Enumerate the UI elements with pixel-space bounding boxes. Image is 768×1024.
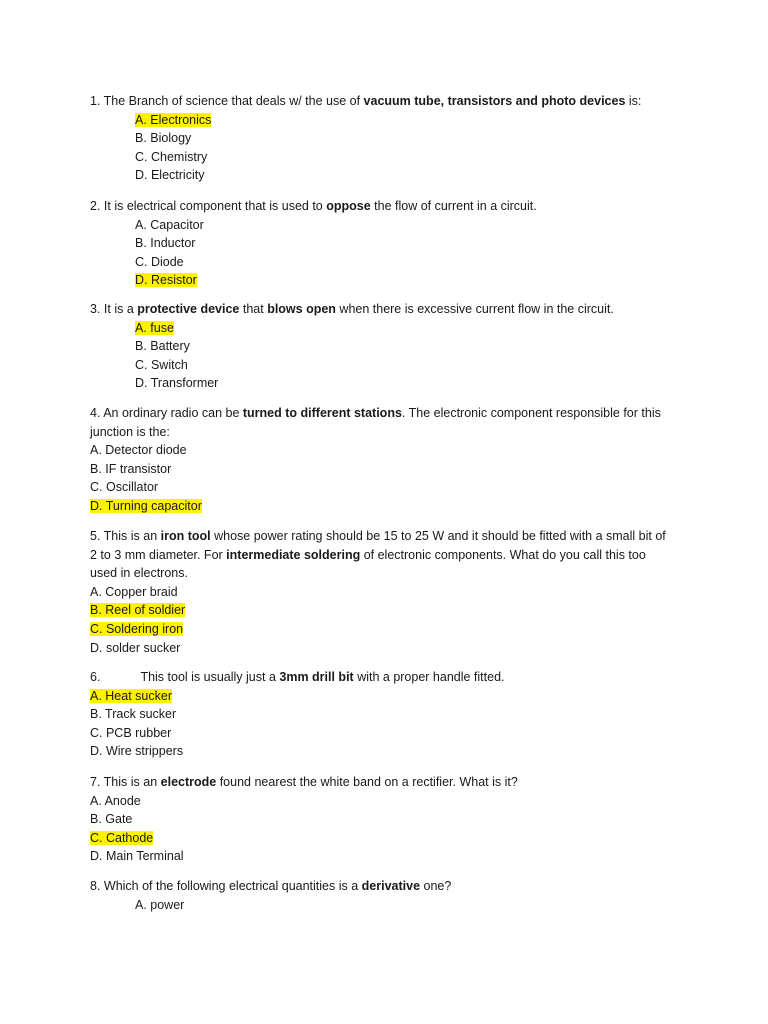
highlighted-answer: D. Turning capacitor — [90, 498, 202, 513]
highlighted-answer: A. Electronics — [135, 112, 212, 127]
question-bold-text: iron tool — [160, 529, 211, 543]
question-text: . The electronic component responsible for this — [401, 406, 661, 420]
question-text: the flow of current in a circuit. — [370, 199, 537, 213]
answer-option — [90, 724, 690, 743]
option-text: C. PCB rubber — [90, 725, 172, 740]
question-8-text — [90, 877, 690, 896]
question-bold-text: turned to different stations — [242, 406, 402, 420]
answer-option — [90, 129, 690, 148]
answer-option — [90, 829, 690, 848]
question-bold-text: derivative — [361, 879, 421, 893]
question-bold-text: blows open — [267, 302, 336, 316]
answer-option — [90, 166, 690, 185]
question-text: 8. Which of the following electrical quantities is a — [90, 879, 362, 893]
question-4 — [90, 404, 690, 516]
question-bold-text: protective device — [137, 302, 240, 316]
question-6-text — [90, 668, 690, 687]
answer-option — [90, 896, 690, 915]
question-6 — [90, 668, 690, 761]
highlighted-answer: C. Cathode — [90, 830, 154, 845]
question-3-text — [90, 300, 690, 319]
option-text: C. Chemistry — [135, 149, 208, 164]
answer-option — [90, 478, 690, 497]
option-text: D. solder sucker — [90, 640, 181, 655]
question-bold-text: vacuum tube, transistors and photo devices — [363, 94, 626, 108]
answer-option — [90, 687, 690, 706]
question-5-text-cont — [90, 546, 690, 565]
option-text: D. Wire strippers — [90, 744, 184, 759]
question-7 — [90, 773, 690, 866]
question-bold-text: 3mm drill bit — [279, 670, 354, 684]
question-text: whose power rating should be 15 to 25 W and it should be fitted with a small bit of — [210, 529, 666, 543]
option-text: D. Transformer — [135, 376, 219, 391]
option-text: B. Battery — [135, 339, 190, 354]
highlighted-answer: A. Heat sucker — [90, 688, 172, 703]
question-4-text-cont: junction is the: — [90, 424, 170, 439]
option-text: D. Electricity — [135, 168, 205, 183]
answer-option — [90, 253, 690, 272]
question-5 — [90, 527, 690, 657]
question-1-text — [90, 92, 690, 111]
question-5-text — [90, 527, 690, 546]
answer-option — [90, 620, 690, 639]
answer-option — [90, 705, 690, 724]
question-text: 3. It is a — [90, 302, 138, 316]
option-text: C. Diode — [135, 254, 184, 269]
answer-option — [90, 374, 690, 393]
option-text: C. Switch — [135, 357, 188, 372]
question-7-text — [90, 773, 690, 792]
question-1 — [90, 92, 690, 185]
answer-option — [90, 792, 690, 811]
question-text: 2 to 3 mm diameter. For — [90, 547, 227, 562]
answer-option — [90, 148, 690, 167]
answer-option — [90, 847, 690, 866]
option-text: A. power — [135, 897, 185, 912]
option-text: D. Main Terminal — [90, 849, 184, 864]
highlighted-answer: D. Resistor — [135, 273, 197, 288]
answer-option — [90, 337, 690, 356]
question-bold-text: electrode — [160, 775, 217, 789]
answer-option — [90, 234, 690, 253]
option-text: B. Track sucker — [90, 707, 177, 722]
question-text: is: — [625, 94, 642, 108]
answer-option — [90, 583, 690, 602]
option-text: B. Inductor — [135, 236, 196, 251]
highlighted-answer: B. Reel of soldier — [90, 603, 186, 618]
question-text: found nearest the white band on a rectifier. What is it? — [216, 775, 518, 789]
answer-option — [90, 497, 690, 516]
question-5-text-cont2: used in electrons. — [90, 566, 188, 581]
answer-option — [90, 460, 690, 479]
highlighted-answer: A. fuse — [135, 320, 174, 335]
question-text: of electronic components. What do you call this too — [360, 547, 646, 562]
answer-option — [90, 319, 690, 338]
answer-option — [90, 742, 690, 761]
question-text: that — [239, 302, 268, 316]
option-text: A. Anode — [90, 793, 141, 808]
question-3 — [90, 300, 690, 393]
question-bold-text: oppose — [326, 199, 371, 213]
question-text: 4. An ordinary radio can be — [90, 406, 243, 420]
question-text: with a proper handle fitted. — [353, 670, 505, 684]
question-text: one? — [420, 879, 452, 893]
option-text: B. IF transistor — [90, 461, 172, 476]
question-text: when there is excessive current flow in the circuit. — [335, 302, 614, 316]
option-text: A. Copper braid — [90, 584, 178, 599]
question-8 — [90, 877, 690, 914]
question-text: 1. The Branch of science that deals w/ the use of — [90, 94, 364, 108]
answer-option — [90, 216, 690, 235]
question-text: 7. This is an — [90, 775, 161, 789]
answer-option — [90, 810, 690, 829]
question-number: 6. — [90, 670, 101, 684]
question-text: 2. It is electrical component that is used to — [90, 199, 327, 213]
question-text: 5. This is an — [90, 529, 161, 543]
question-2-text — [90, 197, 690, 216]
answer-option — [90, 111, 690, 130]
answer-option — [90, 356, 690, 375]
answer-option — [90, 639, 690, 658]
option-text: B. Gate — [90, 812, 133, 827]
highlighted-answer: C. Soldering iron — [90, 621, 184, 636]
option-text: C. Oscillator — [90, 480, 159, 495]
option-text: A. Capacitor — [135, 217, 204, 232]
answer-option — [90, 271, 690, 290]
answer-option — [90, 601, 690, 620]
question-bold-text: intermediate soldering — [226, 547, 361, 562]
answer-option — [90, 441, 690, 460]
question-text: This tool is usually just a — [140, 670, 280, 684]
question-4-text — [90, 404, 690, 423]
option-text: B. Biology — [135, 131, 192, 146]
option-text: A. Detector diode — [90, 443, 187, 458]
question-2 — [90, 197, 690, 290]
